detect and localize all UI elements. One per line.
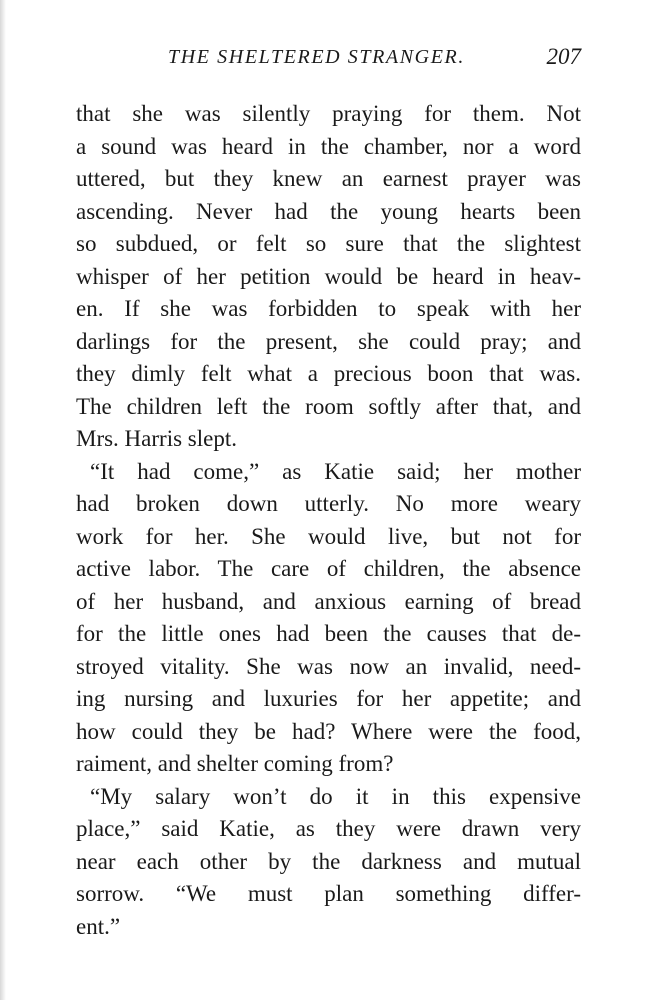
text-line: darlings for the present, she could pray; and [76,328,581,354]
text-line: whisper of her petition would be heard in heav- [76,263,581,289]
running-title: THE SHELTERED STRANGER. [168,46,465,68]
text-line: a sound was heard in the chamber, nor a word [76,133,581,159]
text-line: place,” said Katie, as they were drawn very [76,816,581,841]
text-line: for the little ones had been the causes that de- [76,621,581,646]
page-header [76,46,581,76]
text-line: they dimly felt what a precious boon that was. [76,361,581,386]
text-line: ascending. Never had the young hearts been [76,198,581,224]
body-text [76,98,581,943]
text-line: “It had come,” as Katie said; her mother [90,458,581,484]
text-line: “My salary won’t do it in this expensive [90,783,581,809]
text-line: raiment, and shelter coming from? [76,751,394,776]
text-line: had broken down utterly. No more weary [76,491,581,516]
text-line: how could they be had? Where were the food, [76,718,581,744]
text-line: near each other by the darkness and mutual [76,848,581,874]
text-line: of her husband, and anxious earning of bread [76,588,581,614]
text-line: en. If she was forbidden to speak with her [76,296,581,321]
text-line: sorrow. “We must plan something differ- [76,881,581,906]
text-line: ing nursing and luxuries for her appetite; and [76,686,581,711]
text-line: work for her. She would live, but not for [76,523,581,549]
text-line: active labor. The care of children, the absence [76,556,581,581]
text-line: so subdued, or felt so sure that the slightest [76,231,581,256]
text-line: stroyed vitality. She was now an invalid, need- [76,653,581,679]
text-line: Mrs. Harris slept. [76,426,237,451]
text-line: The children left the room softly after that, and [76,393,581,419]
page-number: 207 [546,44,581,69]
text-line: ent.” [76,913,121,939]
page-binding-edge [0,0,6,1000]
text-line: uttered, but they knew an earnest prayer was [76,166,581,191]
text-line: that she was silently praying for them. Not [76,101,581,126]
